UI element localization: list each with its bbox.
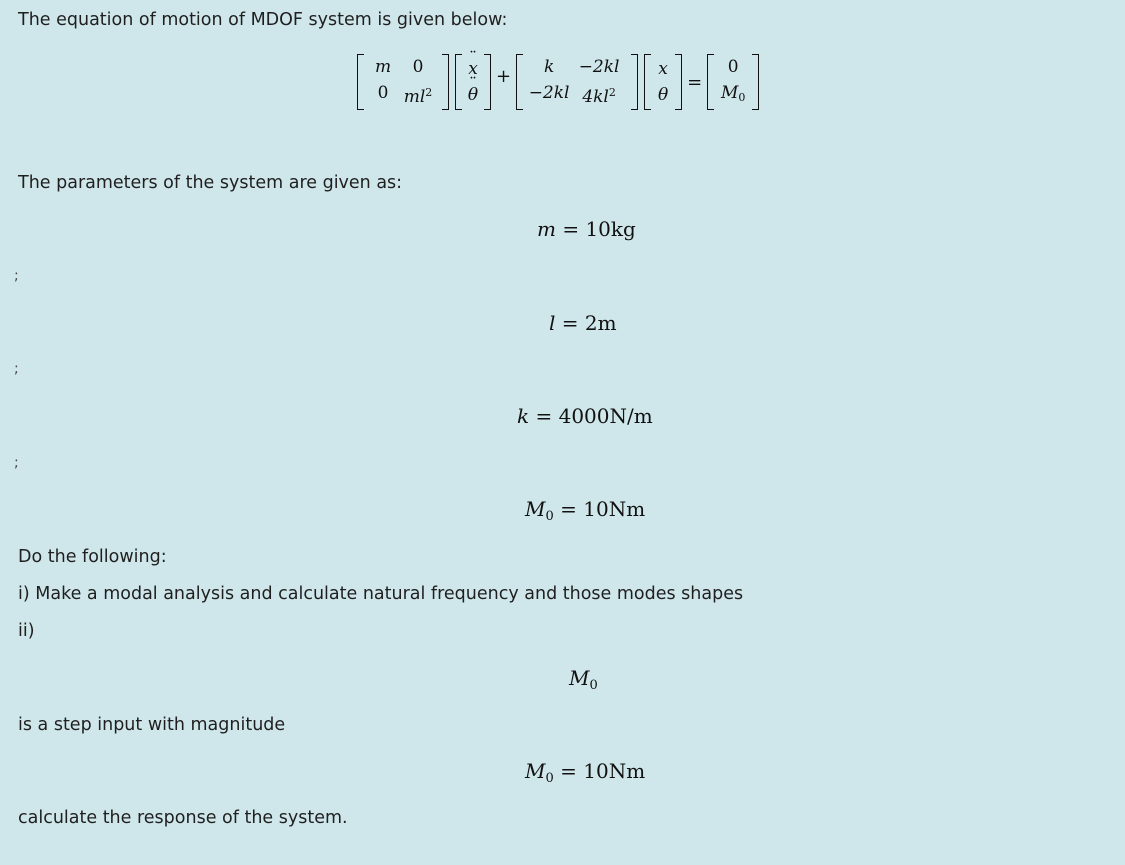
mass-matrix [357,54,449,110]
stiffness-k12: −2kl [578,57,620,77]
mass-matrix-m21: 0 [377,83,389,103]
x-var: x [658,59,668,79]
intro-text: The equation of motion of MDOF system is given below: [18,10,508,30]
param-l: l = 2m [549,311,617,335]
acceleration-vector [455,54,491,110]
mass-matrix-m11: m [374,57,392,77]
m0-value: $M_0 = 10Nm$ [525,759,646,786]
mass-matrix-m12: 0 [412,57,424,77]
params-intro-text: The parameters of the system are given as: [18,173,403,193]
equation-of-motion [357,54,759,110]
stiffness-matrix [516,54,638,110]
task-intro-text: Do the following: [18,547,167,567]
semicolon-3: ; [14,455,19,471]
plus-sign: + [496,65,512,87]
semicolon-2: ; [14,361,19,377]
semicolon-1: ; [14,268,19,284]
x-double-dot: ¨ x [468,58,478,80]
param-m0: $M_0 = 10Nm$ [525,497,646,524]
step-input-text: is a step input with magnitude [18,715,286,735]
m0-symbol: $M_0$ [569,666,598,693]
theta-var: θ [657,85,669,105]
stiffness-k11: k [543,57,555,77]
param-m: m = 10kg [537,217,636,241]
force-m0: $M_0$ [720,82,746,104]
equals-sign: = [687,71,703,93]
mass-matrix-m22: $ml^2$ [403,86,433,107]
stiffness-k21: −2kl [528,83,570,103]
task-i-text: i) Make a modal analysis and calculate natural frequency and those modes shapes [18,584,744,604]
task-ii-text: ii) [18,621,35,641]
force-vector [707,54,759,110]
theta-double-dot: ¨ θ [468,84,478,106]
stiffness-k22: $4kl^2$ [582,86,616,107]
param-k: k = 4000N/m [517,404,653,428]
final-instruction-text: calculate the response of the system. [18,808,348,828]
displacement-vector [644,54,682,110]
force-zero: 0 [727,56,739,77]
